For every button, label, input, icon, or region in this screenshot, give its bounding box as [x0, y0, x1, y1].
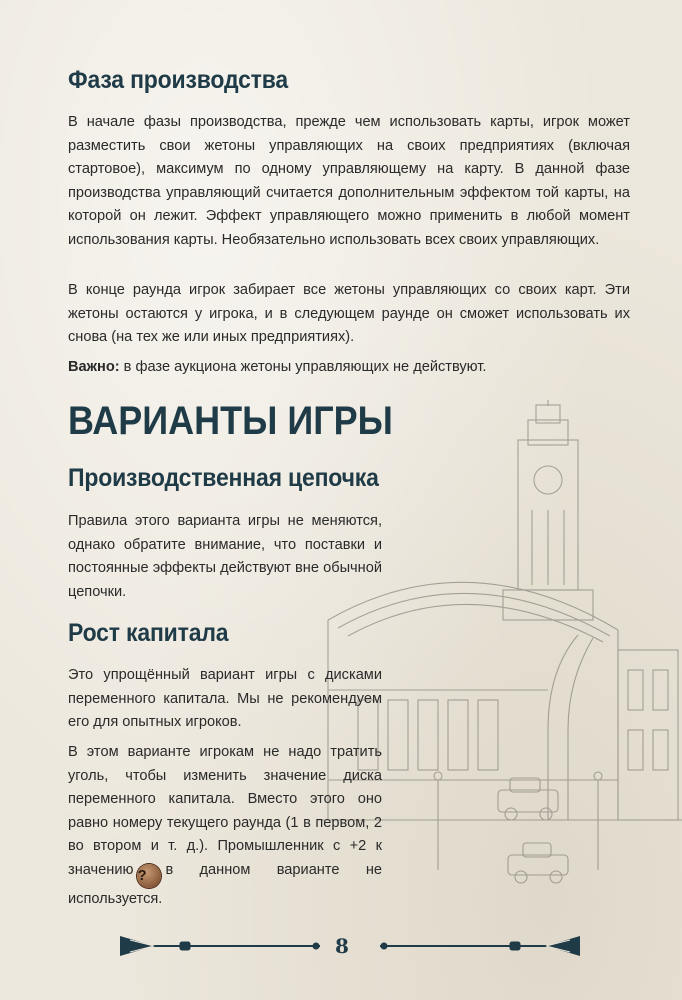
paragraph-production-1: В начале фазы производства, прежде чем использовать карты, игрок может разместить свои жетоны управляющих на своих предприятиях (включая стартовое), максимум по одному управляющему на карту. В данной фазе производства управляющий считается дополнительным эффектом той карты, на которой он лежит. Эффект управляющего можно применить в любой момент использования карты. Необязательно использовать всех своих управляющих. [68, 114, 630, 248]
heading-production-chain: Производственная цепочка [68, 464, 379, 492]
page-number: 8 [335, 934, 349, 958]
paragraph-chain: Правила этого варианта игры не меняются, однако обратите внимание, что поставки и постоянные эффекты действуют вне обычной цепочки. [68, 513, 382, 600]
heading-capital-growth: Рост капитала [68, 619, 229, 647]
paragraph-important [68, 356, 630, 380]
capital-text-after: в данном варианте не используется. [68, 861, 382, 907]
heading-game-variants: ВАРИАНТЫ ИГРЫ [68, 399, 393, 443]
paragraph-capital-2 [68, 741, 382, 911]
question-coin-icon: ? [137, 864, 161, 888]
paragraph-production-2: В конце раунда игрок забирает все жетоны управляющих со своих карт. Эти жетоны остаются у игрока, и в следующем раунде он сможет использовать их снова (на тех же или иных предприятиях). [68, 282, 630, 345]
heading-production-phase: Фаза производства [68, 66, 289, 94]
important-label: Важно: [68, 359, 120, 375]
important-text: в фазе аукциона жетоны управляющих не действуют. [119, 359, 487, 375]
paragraph-capital-1: Это упрощённый вариант игры с дисками переменного капитала. Мы не рекомендуем его для опытных игроков. [68, 667, 382, 730]
capital-text-before: В этом варианте игрокам не надо тратить уголь, чтобы изменить значение диска переменного капитала. Вместо этого оно равно номеру текущего раунда (1 в первом, 2 во втором и т. д.). Промышленник с +2 к значению [68, 744, 382, 878]
